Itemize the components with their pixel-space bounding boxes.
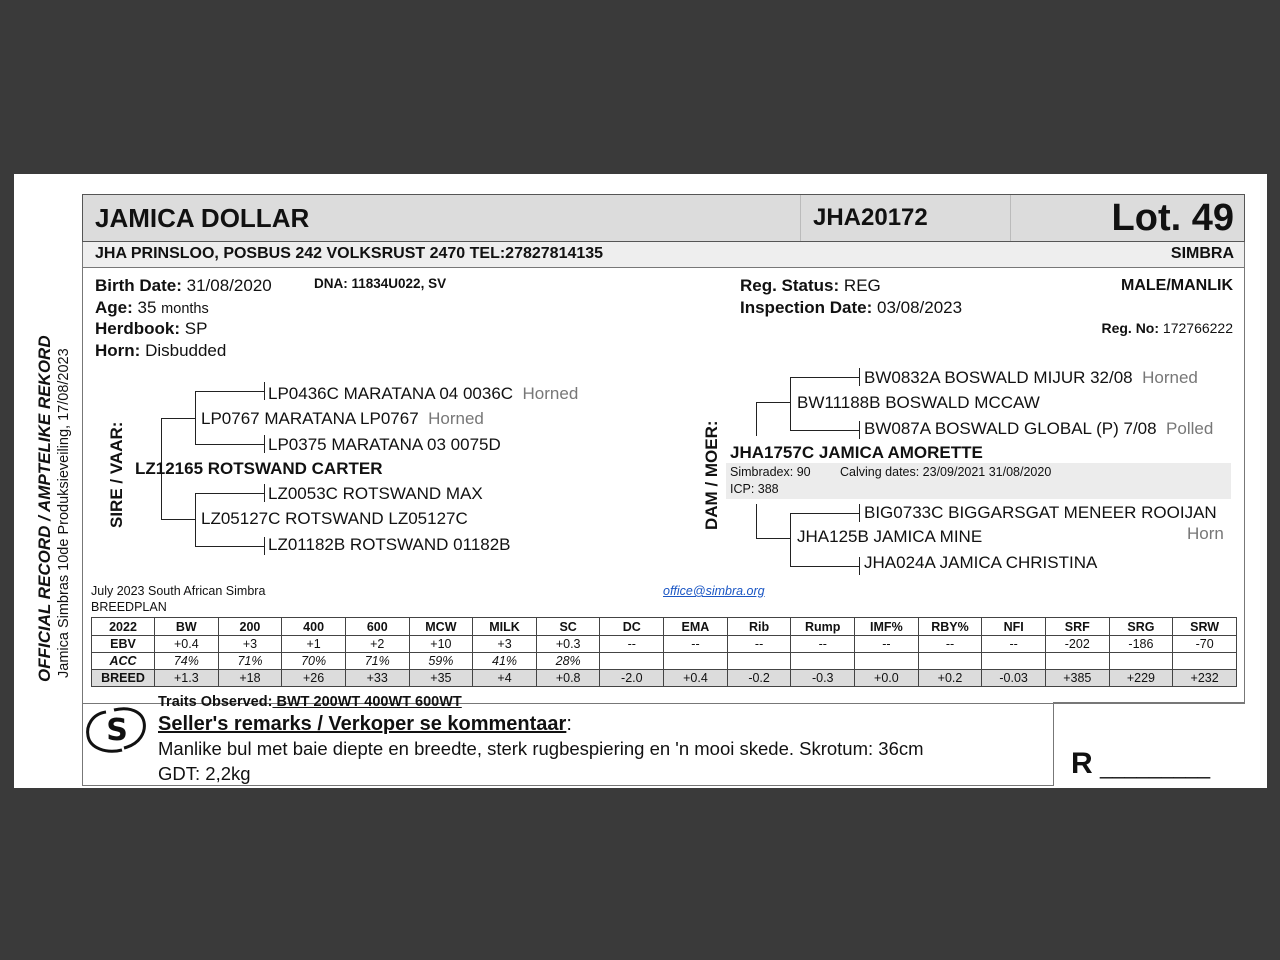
breed-cell: +0.0	[855, 670, 919, 687]
price-currency: R	[1071, 747, 1093, 780]
ebv-cell: -186	[1109, 636, 1173, 653]
acc-cell: 70%	[282, 653, 346, 670]
remarks-line-2: GDT: 2,2kg	[158, 763, 251, 784]
ebv-table	[91, 617, 1237, 687]
ebv-header-cell: IMF%	[855, 618, 919, 636]
remarks-title: Seller's remarks / Verkoper se kommentaar:	[158, 713, 572, 735]
traits-observed: Traits Observed: BWT 200WT 400WT 600WT	[158, 694, 462, 710]
inspection-date: Inspection Date: 03/08/2023	[740, 298, 963, 317]
reg-no: Reg. No: 172766222	[1101, 320, 1233, 336]
breed-cell: +1.3	[155, 670, 219, 687]
acc-cell: 71%	[218, 653, 282, 670]
birth-date: Birth Date: 31/08/2020	[95, 276, 272, 295]
ebv-cell: --	[918, 636, 982, 653]
breed-cell: +229	[1109, 670, 1173, 687]
calving-dates: Calving dates: 23/09/2021 31/08/2020	[840, 465, 1052, 479]
sire-dam-sire: LZ0053C ROTSWAND MAX	[268, 484, 483, 503]
acc-cell	[664, 653, 728, 670]
breed-cell: +385	[1045, 670, 1109, 687]
ebv-header-cell: MCW	[409, 618, 473, 636]
ebv-cell: -70	[1173, 636, 1237, 653]
dam-dam-dam: JHA024A JAMICA CHRISTINA	[864, 553, 1098, 572]
owner-address: JHA PRINSLOO, POSBUS 242 VOLKSRUST 2470 TEL:27827814135	[95, 245, 604, 262]
ebv-header-cell: MILK	[473, 618, 537, 636]
ebv-row	[92, 636, 1237, 653]
breed-cell: +26	[282, 670, 346, 687]
office-email-link[interactable]: office@simbra.org	[663, 584, 765, 598]
age: Age: 35 months	[95, 298, 209, 317]
sire-dam-dam: LZ01182B ROTSWAND 01182B	[268, 535, 511, 554]
animal-reg-code: JHA20172	[813, 204, 928, 231]
ebv-cell: --	[600, 636, 664, 653]
acc-row	[92, 653, 1237, 670]
title-header	[82, 194, 1245, 242]
acc-cell: 41%	[473, 653, 537, 670]
price-blank-field[interactable]: _________	[1100, 754, 1211, 779]
acc-cell: ACC	[92, 653, 155, 670]
breed-cell: -0.03	[982, 670, 1046, 687]
breed-cell: -0.2	[727, 670, 791, 687]
breed-cell: -2.0	[600, 670, 664, 687]
dna-info: DNA: 11834U022, SV	[314, 276, 447, 291]
acc-cell	[1109, 653, 1173, 670]
simbra-s-logo	[84, 704, 150, 756]
ebv-cell: +3	[473, 636, 537, 653]
ebv-header-cell: 600	[345, 618, 409, 636]
dam-sire-sire: BW0832A BOSWALD MIJUR 32/08 Horned	[864, 368, 1198, 387]
ebv-cell: +3	[218, 636, 282, 653]
ebv-cell: --	[791, 636, 855, 653]
ebv-header-cell: Rib	[727, 618, 791, 636]
sire-sire: LP0767 MARATANA LP0767 Horned	[201, 409, 484, 428]
dam-label: DAM / MOER:	[702, 420, 721, 530]
ebv-header-row	[92, 618, 1237, 636]
ebv-header-cell: 2022	[92, 618, 155, 636]
ebv-cell: -202	[1045, 636, 1109, 653]
sire-dam: LZ05127C ROTSWAND LZ05127C	[201, 509, 468, 528]
ebv-header-cell: RBY%	[918, 618, 982, 636]
ebv-cell: EBV	[92, 636, 155, 653]
auction-event-label: Jamica Simbras 10de Produksieveiling, 17/08/2023	[56, 348, 72, 678]
ebv-header-cell: NFI	[982, 618, 1046, 636]
acc-cell	[982, 653, 1046, 670]
ebv-cell: --	[664, 636, 728, 653]
ebv-cell: +0.3	[536, 636, 600, 653]
ebv-cell: --	[727, 636, 791, 653]
breedplan-source: July 2023 South African Simbra	[91, 584, 266, 598]
dam-dam: JHA125B JAMICA MINE	[797, 527, 983, 546]
sire-label: SIRE / VAAR:	[107, 421, 126, 528]
ebv-header-cell: EMA	[664, 618, 728, 636]
breed-cell: +4	[473, 670, 537, 687]
icp: ICP: 388	[730, 482, 779, 496]
breed-cell: +35	[409, 670, 473, 687]
breed-cell: +33	[345, 670, 409, 687]
ebv-header-cell: SRF	[1045, 618, 1109, 636]
dam-dam-sire: BIG0733C BIGGARSGAT MENEER ROOIJAN	[864, 503, 1217, 522]
acc-cell: 71%	[345, 653, 409, 670]
sire-sire-dam: LP0375 MARATANA 03 0075D	[268, 435, 501, 454]
acc-cell: 74%	[155, 653, 219, 670]
ebv-header-cell: 400	[282, 618, 346, 636]
acc-cell	[600, 653, 664, 670]
acc-cell: 59%	[409, 653, 473, 670]
herdbook: Herdbook: SP	[95, 319, 208, 338]
acc-cell	[918, 653, 982, 670]
owner-bar	[82, 242, 1245, 268]
ebv-header-cell: SRG	[1109, 618, 1173, 636]
ebv-header-cell: DC	[600, 618, 664, 636]
dam-sire-dam: BW087A BOSWALD GLOBAL (P) 7/08 Polled	[864, 419, 1214, 438]
ebv-header-cell: Rump	[791, 618, 855, 636]
ebv-header-cell: BW	[155, 618, 219, 636]
acc-cell	[1045, 653, 1109, 670]
ebv-cell: +10	[409, 636, 473, 653]
dam-sire: BW11188B BOSWALD MCCAW	[797, 393, 1040, 412]
acc-cell	[855, 653, 919, 670]
sex: MALE/MANLIK	[1121, 277, 1233, 294]
lot-card	[14, 174, 1267, 788]
ebv-header-cell: 200	[218, 618, 282, 636]
breed-cell: +0.2	[918, 670, 982, 687]
horn-status: Horn: Disbudded	[95, 341, 227, 360]
sire-sire-sire: LP0436C MARATANA 04 0036C Horned	[268, 384, 579, 403]
ebv-cell: +1	[282, 636, 346, 653]
breed-cell: +0.8	[536, 670, 600, 687]
official-record-label: OFFICIAL RECORD / AMPTELIKE REKORD	[35, 335, 54, 682]
acc-cell	[791, 653, 855, 670]
breed-cell: +0.4	[664, 670, 728, 687]
ebv-cell: +2	[345, 636, 409, 653]
acc-cell	[727, 653, 791, 670]
breed-row	[92, 670, 1237, 687]
breed-cell: -0.3	[791, 670, 855, 687]
acc-cell	[1173, 653, 1237, 670]
ebv-header-cell: SC	[536, 618, 600, 636]
dam-name: JHA1757C JAMICA AMORETTE	[730, 443, 983, 462]
dam-stats-box	[726, 463, 1231, 499]
breed-name: SIMBRA	[1170, 245, 1234, 262]
ebv-cell: --	[855, 636, 919, 653]
sire-name: LZ12165 ROTSWAND CARTER	[135, 459, 383, 478]
dam-dam-sire-note: Horn	[1187, 524, 1224, 543]
ebv-cell: --	[982, 636, 1046, 653]
lot-number: Lot. 49	[1111, 197, 1234, 239]
breed-cell: BREED	[92, 670, 155, 687]
svg-text:S: S	[106, 713, 128, 748]
ebv-header-cell: SRW	[1173, 618, 1237, 636]
animal-name: JAMICA DOLLAR	[95, 203, 310, 233]
ebv-cell: +0.4	[155, 636, 219, 653]
simbradex: Simbradex: 90	[730, 465, 811, 479]
breed-cell: +232	[1173, 670, 1237, 687]
reg-status: Reg. Status: REG	[740, 276, 881, 295]
remarks-line-1: Manlike bul met baie diepte en breedte, sterk rugbespiering en 'n mooi skede. Skrotum: 36cm	[158, 738, 924, 759]
acc-cell: 28%	[536, 653, 600, 670]
breedplan-label: BREEDPLAN	[91, 600, 167, 614]
breed-cell: +18	[218, 670, 282, 687]
